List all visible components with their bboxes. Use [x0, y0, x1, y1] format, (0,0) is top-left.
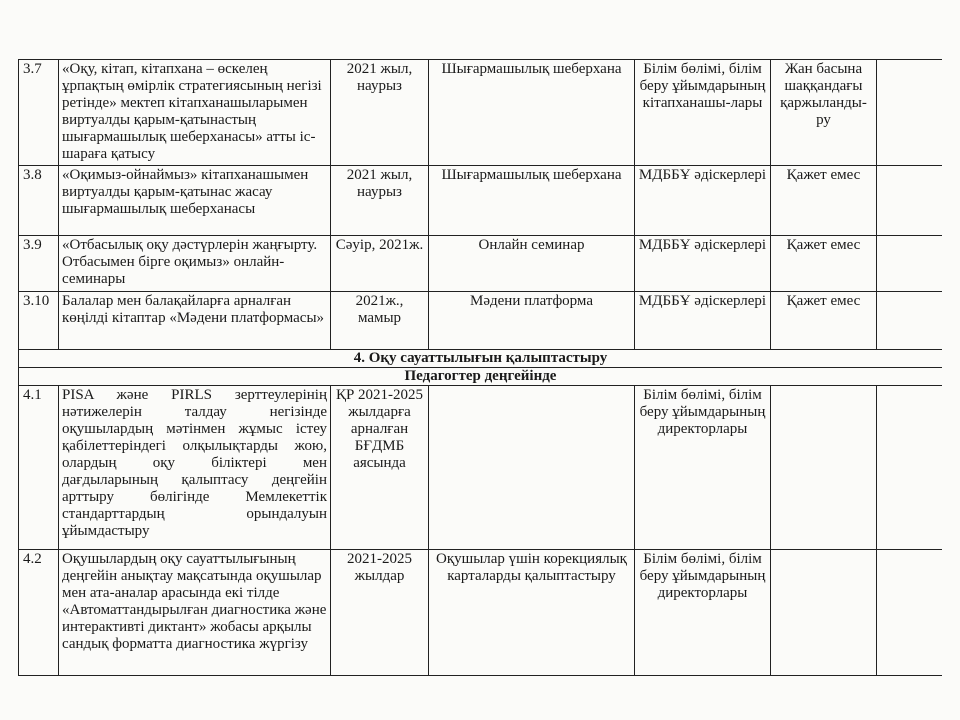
responsible-cell: Білім бөлімі, білім беру ұйымдарының директорлары: [635, 550, 771, 676]
empty-cell: [877, 236, 943, 292]
date-cell: 2021 жыл, наурыз: [331, 60, 429, 166]
funding-cell: Қажет емес: [771, 166, 877, 236]
empty-cell: [877, 60, 943, 166]
row-number: 3.10: [19, 292, 59, 350]
date-cell: 2021ж., мамыр: [331, 292, 429, 350]
funding-cell: [771, 386, 877, 550]
event-cell: «Оқу, кітап, кітапхана – өскелең ұрпақтың өмірлік стратегиясының негізі ретінде» мектеп кітапханашыларымен виртуалды қарым-қатынастың шығармашылық шеберханасы» атты іс-шараға қатысу: [59, 60, 331, 166]
form-cell: Оқушылар үшін корекциялық карталарды қалыптастыру: [429, 550, 635, 676]
event-cell: Оқушылардың оқу сауаттылығының деңгейін анықтау мақсатында оқушылар мен ата-аналар арасында екі тілде «Автоматтандырылған диагностика және интерактивті диктант» жобасы арқылы сандық форматта диагностика жүргізу: [59, 550, 331, 676]
funding-cell: [771, 550, 877, 676]
event-cell: «Оқимыз-ойнаймыз» кітапханашымен виртуалды қарым-қатынас жасау шығармашылық шеберханасы: [59, 166, 331, 236]
table-row: [19, 292, 943, 350]
section-title: 4. Оқу сауаттылығын қалыптастыру: [19, 350, 943, 368]
date-cell: Сәуір, 2021ж.: [331, 236, 429, 292]
responsible-cell: Білім бөлімі, білім беру ұйымдарының директорлары: [635, 386, 771, 550]
form-cell: [429, 386, 635, 550]
responsible-cell: МДББҰ әдіскерлері: [635, 166, 771, 236]
row-number: 3.9: [19, 236, 59, 292]
form-cell: Шығармашылық шеберхана: [429, 60, 635, 166]
table-row: [19, 166, 943, 236]
form-cell: Мәдени платформа: [429, 292, 635, 350]
empty-cell: [877, 166, 943, 236]
subsection-title: Педагогтер деңгейінде: [19, 368, 943, 386]
funding-cell: Қажет емес: [771, 292, 877, 350]
empty-cell: [877, 386, 943, 550]
responsible-cell: Білім бөлімі, білім беру ұйымдарының кітапханашы-лары: [635, 60, 771, 166]
document-page: [18, 59, 942, 681]
form-cell: Онлайн семинар: [429, 236, 635, 292]
subsection-row: [19, 368, 943, 386]
form-cell: Шығармашылық шеберхана: [429, 166, 635, 236]
event-cell: Балалар мен балақайларға арналған көңілді кітаптар «Мәдени платформасы»: [59, 292, 331, 350]
date-cell: 2021-2025 жылдар: [331, 550, 429, 676]
table-row: [19, 60, 943, 166]
responsible-cell: МДББҰ әдіскерлері: [635, 236, 771, 292]
table-row: [19, 550, 943, 676]
empty-cell: [877, 292, 943, 350]
row-number: 3.7: [19, 60, 59, 166]
date-cell: ҚР 2021-2025 жылдарға арналған БҒДМБ аясында: [331, 386, 429, 550]
responsible-cell: МДББҰ әдіскерлері: [635, 292, 771, 350]
row-number: 4.1: [19, 386, 59, 550]
date-cell: 2021 жыл, наурыз: [331, 166, 429, 236]
row-number: 3.8: [19, 166, 59, 236]
funding-cell: Жан басына шаққандағы қаржыланды-ру: [771, 60, 877, 166]
funding-cell: Қажет емес: [771, 236, 877, 292]
row-number: 4.2: [19, 550, 59, 676]
table-row: [19, 236, 943, 292]
event-cell: «Отбасылық оқу дәстүрлерін жаңғырту. Отбасымен бірге оқимыз» онлайн-семинары: [59, 236, 331, 292]
section-row: [19, 350, 943, 368]
table-row: [19, 386, 943, 550]
event-cell: PISA және PIRLS зерттеулерінің нәтижелерін талдау негізінде оқушылардың мәтінмен жұмыс істеу қабілеттеріндегі олқылықтарды жою, олардың оқу біліктері мен дағдыларының қалыптасу деңгейін арттыру бөлігінде Мемлекеттік стандарттардың орындалуын ұйымдастыру: [59, 386, 331, 550]
plan-table: [18, 59, 942, 676]
empty-cell: [877, 550, 943, 676]
